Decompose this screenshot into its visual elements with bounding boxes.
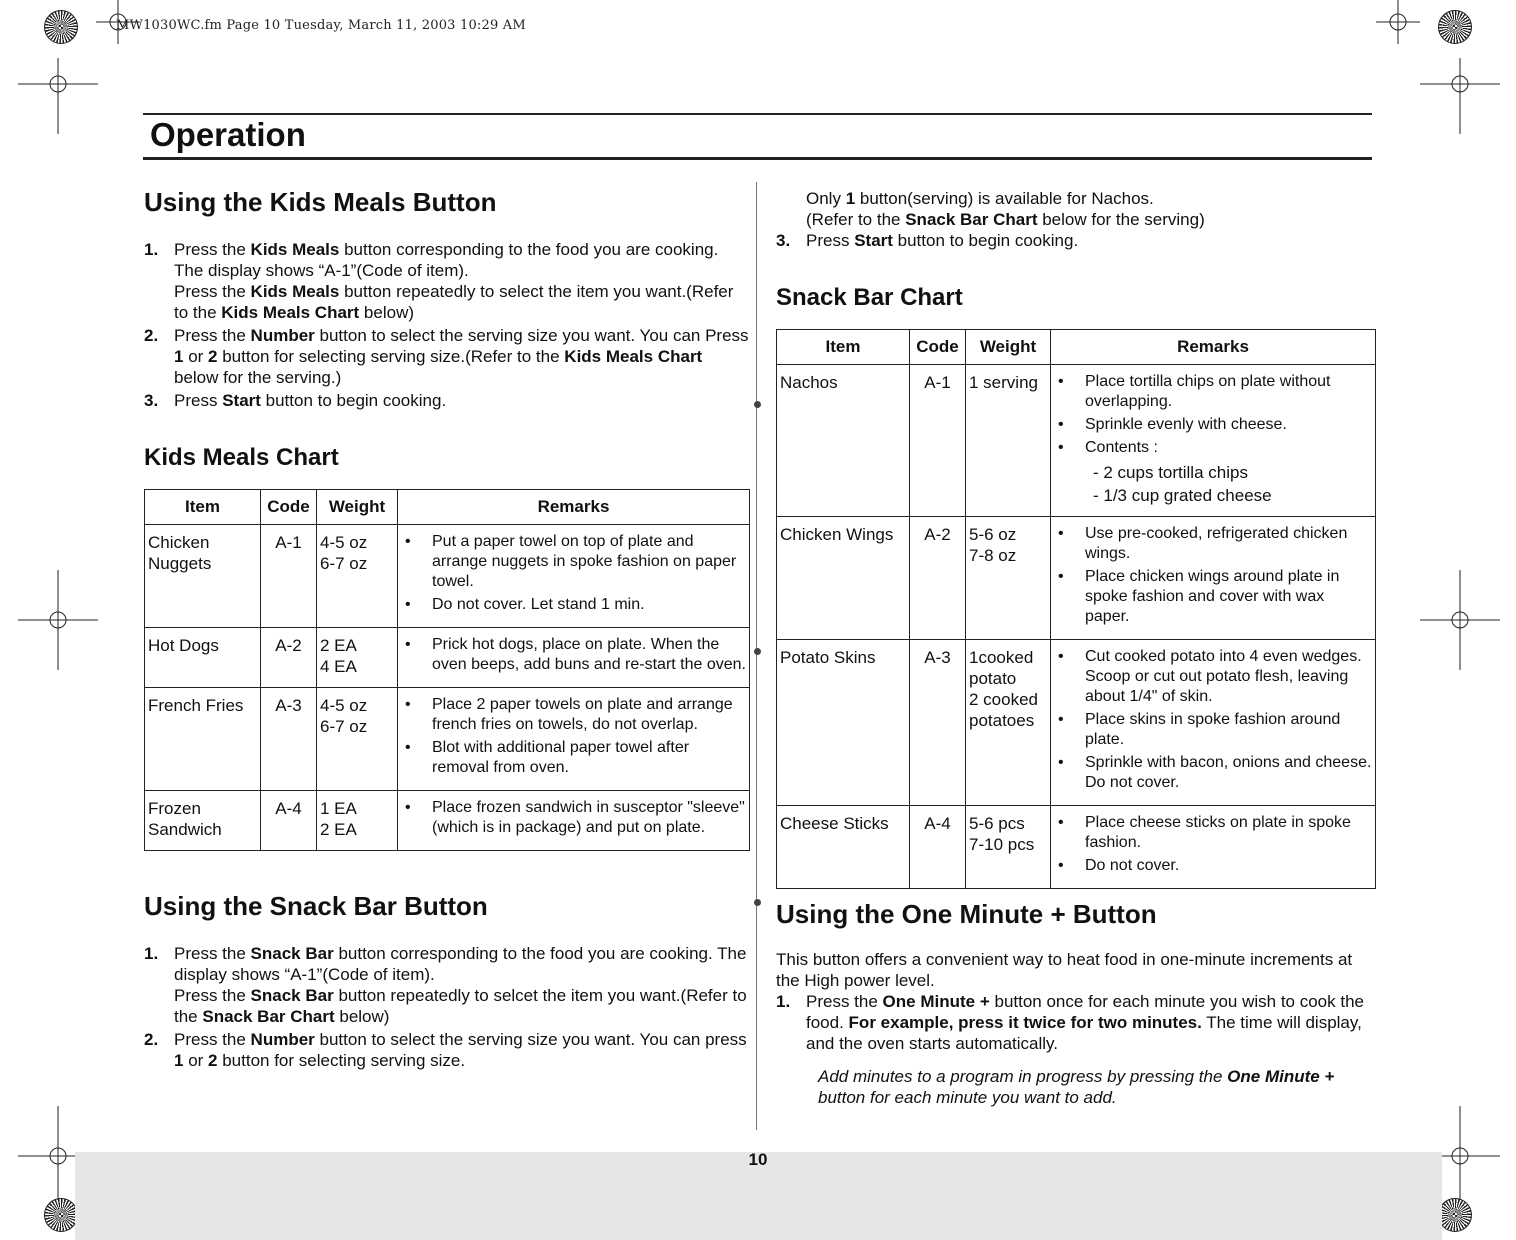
bold-term: 1 [845,189,856,208]
step-number: 3. [144,391,159,410]
bold-term: Number [250,1030,315,1049]
bold-term: 1 [174,347,184,366]
code-cell: A-2 [261,628,317,688]
weight-cell [966,806,1051,889]
text-run: Press the [174,326,251,345]
bold-term: One Minute + [882,992,990,1011]
step-item [776,230,1376,251]
table-row [145,688,750,791]
weight-value: 2 EA [320,636,357,655]
code-cell: A-4 [910,806,966,889]
column-header: Item [145,490,261,525]
snack-bar-step2-continued [776,188,1376,230]
weight-value: 6-7 oz [320,717,368,736]
text-run: button to begin cooking. [892,231,1079,250]
table-row [145,525,750,628]
text-run: Press the [806,992,883,1011]
remarks-list [1056,813,1372,876]
remark-item: • Place skins in spoke fashion around plate. [1056,710,1372,750]
remarks-cell [398,688,750,791]
remark-item: • Place chicken wings around plate in spoke fashion and cover with wax paper. [1056,567,1372,627]
remark-item: • Use pre-cooked, refrigerated chicken wings. [1056,524,1372,564]
remark-item: • Sprinkle with bacon, onions and cheese. Do not cover. [1056,753,1372,793]
remarks-cell [1051,640,1376,806]
step-item [144,390,750,411]
step-item [144,325,750,388]
weight-value: 4-5 oz [320,533,368,552]
text-run: or [183,1051,209,1070]
text-run: or [183,347,209,366]
column-header: Code [261,490,317,525]
code-cell: A-1 [261,525,317,628]
bold-term: Kids Meals [250,240,340,259]
file-header-meta: MW1030WC.fm Page 10 Tuesday, March 11, 2003 10:29 AM [116,18,526,33]
step-number: 2. [144,326,159,345]
divider-dot [754,401,761,408]
table-row [777,640,1376,806]
text-run: Add minutes to a program in progress by pressing the [818,1067,1228,1086]
remark-item: • Cut cooked potato into 4 even wedges. Scoop or cut out potato flesh, leaving about 1/4" of skin. [1056,647,1372,707]
remarks-cell [1051,806,1376,889]
step-item [144,239,750,323]
column-header: Remarks [1051,330,1376,365]
step-number: 2. [144,1030,159,1049]
text-run: Press [806,231,855,250]
weight-cell [317,525,398,628]
remark-item: • Prick hot dogs, place on plate. When the oven beeps, add buns and re-start the oven. [403,635,746,675]
step-item [776,991,1376,1054]
remark-item: • Do not cover. Let stand 1 min. [403,595,746,615]
table-row [777,517,1376,640]
column-divider [756,182,757,1130]
code-cell: A-4 [261,791,317,851]
item-cell: Cheese Sticks [777,806,910,889]
item-cell: Hot Dogs [145,628,261,688]
one-minute-intro: This button offers a convenient way to heat food in one-minute increments at the High power level. [776,950,1353,990]
remarks-cell [398,791,750,851]
remarks-cell [1051,517,1376,640]
item-cell: Potato Skins [777,640,910,806]
contents-line: - 1/3 cup grated cheese [1093,486,1272,505]
weight-value: 7-8 oz [969,546,1017,565]
remarks-list [1056,647,1372,793]
code-cell: A-3 [910,640,966,806]
step-number: 3. [776,231,791,250]
remark-item: • Put a paper towel on top of plate and arrange nuggets in spoke fashion on paper towel. [403,532,746,592]
remark-item: • Place cheese sticks on plate in spoke fashion. [1056,813,1372,853]
remarks-cell [398,628,750,688]
snack-bar-chart-title: Snack Bar Chart [776,284,963,311]
text-run: below) [334,1007,390,1026]
snack-bar-steps [144,943,750,1071]
remarks-cell [1051,365,1376,517]
table-row [777,806,1376,889]
remarks-list [403,635,746,675]
column-header: Item [777,330,910,365]
remarks-list [403,798,746,838]
page-title: Operation [150,116,306,153]
bold-term: For example, press it twice for two minutes. [848,1013,1202,1032]
code-cell: A-2 [910,517,966,640]
text-run: Press the [174,282,251,301]
kids-meals-chart [144,489,750,851]
weight-cell [317,791,398,851]
text-run: Press the [174,944,251,963]
weight-value: 5-6 pcs [969,814,1025,833]
text-run: button(serving) is available for Nachos. [855,189,1154,208]
remark-item: • Place 2 paper towels on plate and arrange french fries on towels, do not overlap. [403,695,746,735]
column-header: Remarks [398,490,750,525]
text-run: (Refer to the [806,210,906,229]
text-run: button for each minute you want to add. [818,1088,1117,1107]
text-run: button corresponding to the food you are cooking. The display shows “A-1”(Code of item). [174,240,719,280]
bold-term: Number [250,326,315,345]
remark-item: • Place tortilla chips on plate without overlapping. [1056,372,1372,412]
text-run: button once for each minute you wish to cook the food. [806,992,1364,1032]
text-run: button repeatedly to selcet the item you want.(Refer to the [174,986,747,1026]
code-cell: A-1 [910,365,966,517]
remarks-list [1056,524,1372,627]
text-run: Only [806,189,846,208]
bold-term: 2 [208,1051,218,1070]
right-column [776,180,1376,1125]
contents-line: - 2 cups tortilla chips [1093,463,1248,482]
bold-term: Kids Meals Chart [564,347,703,366]
text-run: Press the [174,986,251,1005]
column-header: Weight [966,330,1051,365]
step-item [144,943,750,1027]
kids-meals-heading: Using the Kids Meals Button [144,187,497,217]
text-run: button to select the serving size you want. You can Press [314,326,749,345]
weight-value: 2 cooked [969,690,1038,709]
table-row [145,791,750,851]
remarks-list [1056,372,1372,458]
remark-item: • Do not cover. [1056,856,1372,876]
code-cell: A-3 [261,688,317,791]
text-run: button corresponding to the food you are cooking. The display shows “A-1”(Code of item). [174,944,747,984]
kids-meals-steps [144,239,750,411]
weight-cell [317,688,398,791]
kids-meals-chart-title: Kids Meals Chart [144,444,339,471]
text-run: Press the [174,1030,251,1049]
bold-term: Snack Bar [250,986,334,1005]
step-number: 1. [776,992,791,1011]
weight-value: 7-10 pcs [969,835,1035,854]
weight-cell [317,628,398,688]
weight-value: 1 serving [969,373,1038,392]
text-run: below for the serving) [1037,210,1205,229]
title-rule-bottom [143,157,1372,160]
bold-term: Kids Meals [250,282,340,301]
text-run: The time will display, and the oven starts automatically. [806,1013,1362,1053]
text-run: button repeatedly to select the item you want.(Refer to the [174,282,734,322]
remarks-cell [398,525,750,628]
step-number: 1. [144,944,159,963]
remarks-list [403,695,746,778]
weight-value: 4 EA [320,657,357,676]
item-cell: Chicken Nuggets [145,525,261,628]
bold-term: Start [222,391,261,410]
text-run: button for selecting serving size.(Refer to the [217,347,565,366]
weight-value: potatoes [969,711,1035,730]
text-run: below for the serving.) [174,368,342,387]
item-cell: Nachos [777,365,910,517]
weight-value: 2 EA [320,820,357,839]
bold-term: Snack Bar Chart [202,1007,335,1026]
snack-bar-step3 [776,230,1376,251]
bold-term: Start [854,231,893,250]
column-header: Weight [317,490,398,525]
weight-cell [966,640,1051,806]
table-row [145,628,750,688]
bold-term: 1 [174,1051,184,1070]
one-minute-note [776,1066,1376,1108]
one-minute-heading: Using the One Minute + Button [776,899,1157,929]
weight-value: 4-5 oz [320,696,368,715]
text-run: Press [174,391,223,410]
remark-item: • Sprinkle evenly with cheese. [1056,415,1372,435]
snack-bar-heading: Using the Snack Bar Button [144,891,488,921]
column-header: Code [910,330,966,365]
bold-term: Snack Bar [250,944,334,963]
table-row [777,365,1376,517]
left-column [144,180,750,1071]
step-item [144,1029,750,1071]
text-run: below) [359,303,415,322]
bold-term: Kids Meals Chart [221,303,360,322]
weight-value: 1 EA [320,799,357,818]
remark-item: • Contents : [1056,438,1372,458]
remark-item: • Place frozen sandwich in susceptor "sleeve" (which is in package) and put on plate. [403,798,746,838]
bold-term: 2 [208,347,218,366]
item-cell: Chicken Wings [777,517,910,640]
weight-value: 6-7 oz [320,554,368,573]
item-cell: Frozen Sandwich [145,791,261,851]
snack-bar-chart [776,329,1376,889]
divider-dot [754,648,761,655]
bold-term: Snack Bar Chart [905,210,1038,229]
divider-dot [754,899,761,906]
title-rule-top [143,113,1372,115]
weight-value: potato [969,669,1017,688]
bold-term: One Minute + [1227,1067,1335,1086]
one-minute-step [776,991,1376,1054]
weight-value: 1cooked [969,648,1034,667]
text-run: button for selecting serving size. [217,1051,466,1070]
remarks-list [403,532,746,615]
weight-value: 5-6 oz [969,525,1017,544]
weight-cell [966,365,1051,517]
step-number: 1. [144,240,159,259]
remark-item: • Blot with additional paper towel after removal from oven. [403,738,746,778]
text-run: button to select the serving size you want. You can press [314,1030,747,1049]
page-number: 10 [748,1150,768,1169]
weight-cell [966,517,1051,640]
text-run: Press the [174,240,251,259]
item-cell: French Fries [145,688,261,791]
text-run: button to begin cooking. [260,391,447,410]
